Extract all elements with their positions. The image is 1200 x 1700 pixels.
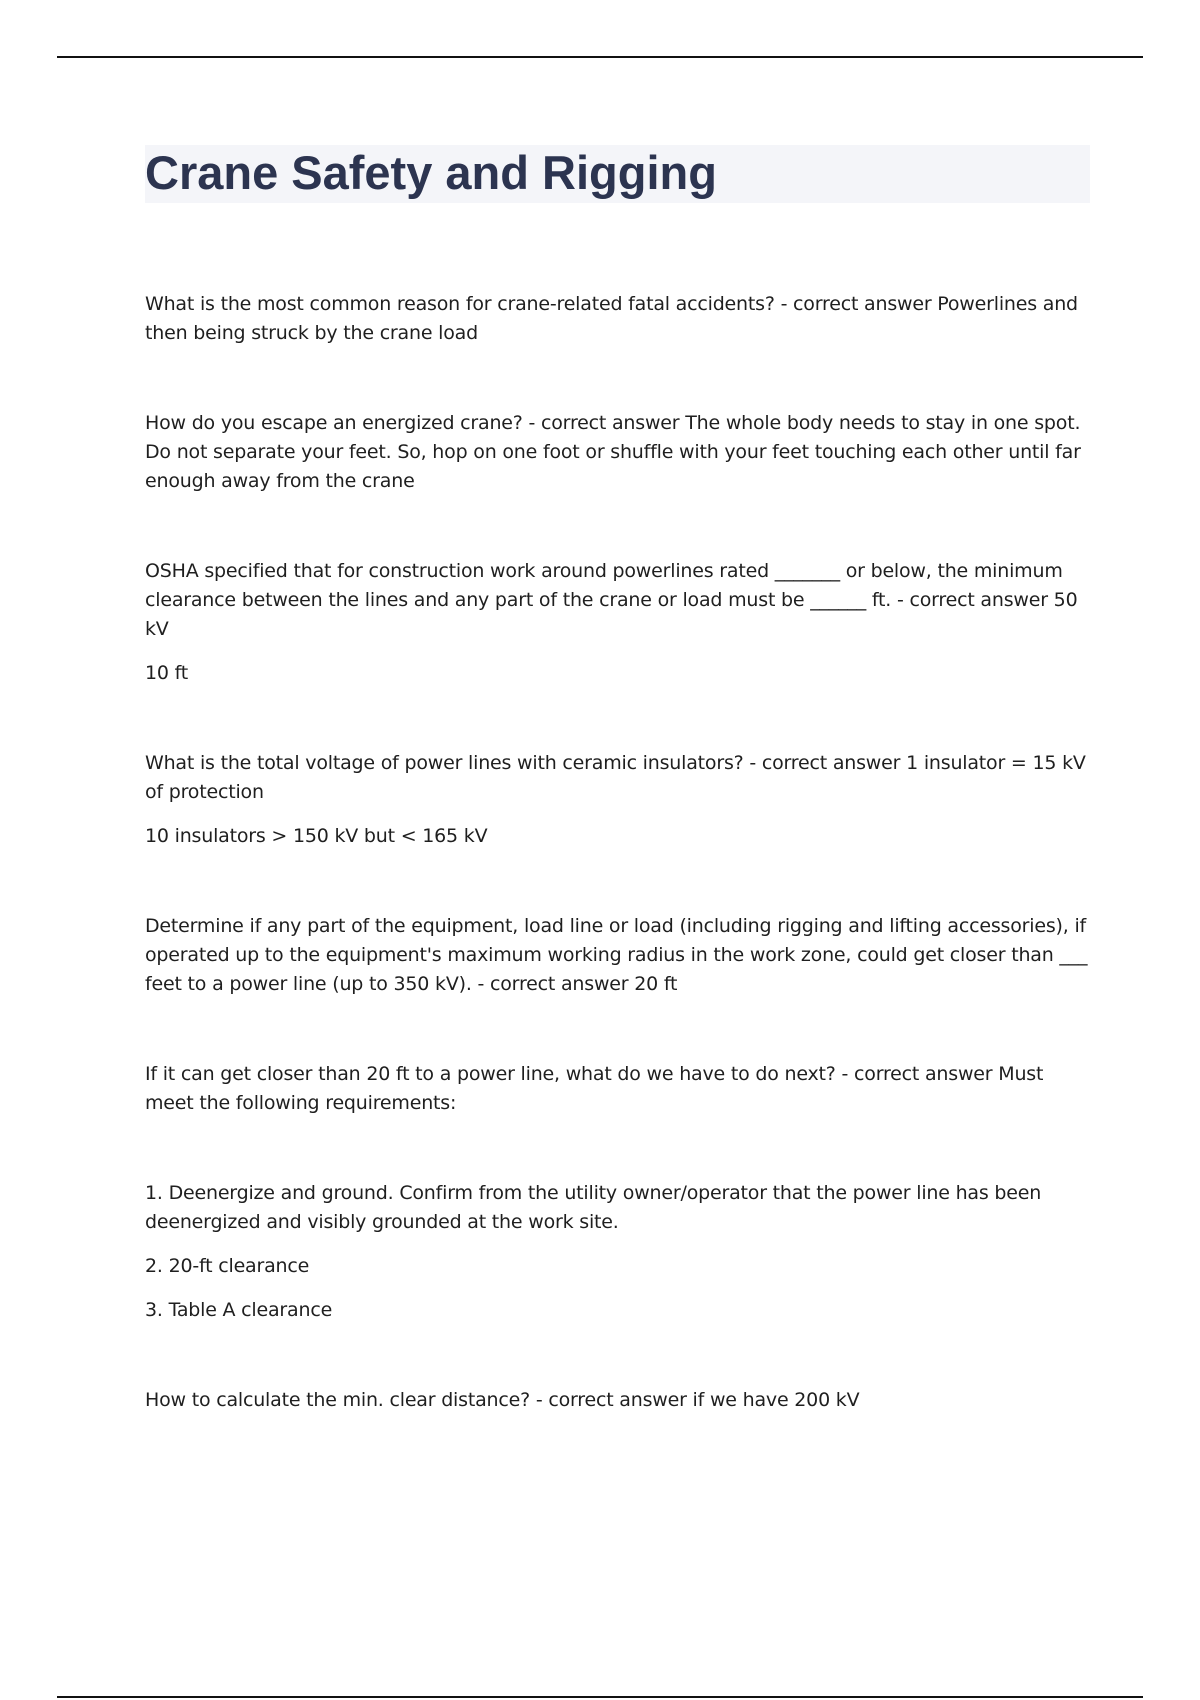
requirement-item: 1. Deenergize and ground. Confirm from the utility owner/operator that the power line has been deenergized and visibly grounded at the work site. xyxy=(145,1182,1042,1233)
document-title: Crane Safety and Rigging xyxy=(145,146,717,199)
qa-min-clear-distance: How to calculate the min. clear distance? - correct answer if we have 200 kV xyxy=(145,1389,860,1411)
qa-osha-clearance: OSHA specified that for construction work around powerlines rated _______ or below, the minimum clearance between the lines and any part of the crane or load must be ______ ft. - correct answer 50 kV xyxy=(145,560,1078,640)
qa-ceramic-insulators: What is the total voltage of power lines with ceramic insulators? - correct answer 1 insulator = 15 kV of protection xyxy=(145,752,1086,803)
qa-osha-clearance-answer-line: 10 ft xyxy=(145,662,189,684)
qa-escape-energized-crane: How do you escape an energized crane? - correct answer The whole body needs to stay in one spot. Do not separate your feet. So, hop on one foot or shuffle with your feet touching each other until far enough away from the crane xyxy=(145,412,1081,492)
requirement-item: 3. Table A clearance xyxy=(145,1299,333,1321)
bottom-rule xyxy=(57,1696,1143,1698)
qa-ceramic-insulators-answer-line: 10 insulators > 150 kV but < 165 kV xyxy=(145,825,488,847)
document-body xyxy=(145,290,1090,1415)
requirement-item: 2. 20-ft clearance xyxy=(145,1255,310,1277)
qa-working-radius: Determine if any part of the equipment, load line or load (including rigging and lifting accessories), if operated up to the equipment's maximum working radius in the work zone, could get closer than ___ feet to a power line (up to 350 kV). - correct answer 20 ft xyxy=(145,915,1088,995)
top-rule xyxy=(57,56,1143,58)
qa-next-steps: If it can get closer than 20 ft to a power line, what do we have to do next? - correct answer Must meet the following requirements: xyxy=(145,1063,1044,1114)
qa-powerline-fatalities: What is the most common reason for crane-related fatal accidents? - correct answer Powerlines and then being struck by the crane load xyxy=(145,293,1078,344)
